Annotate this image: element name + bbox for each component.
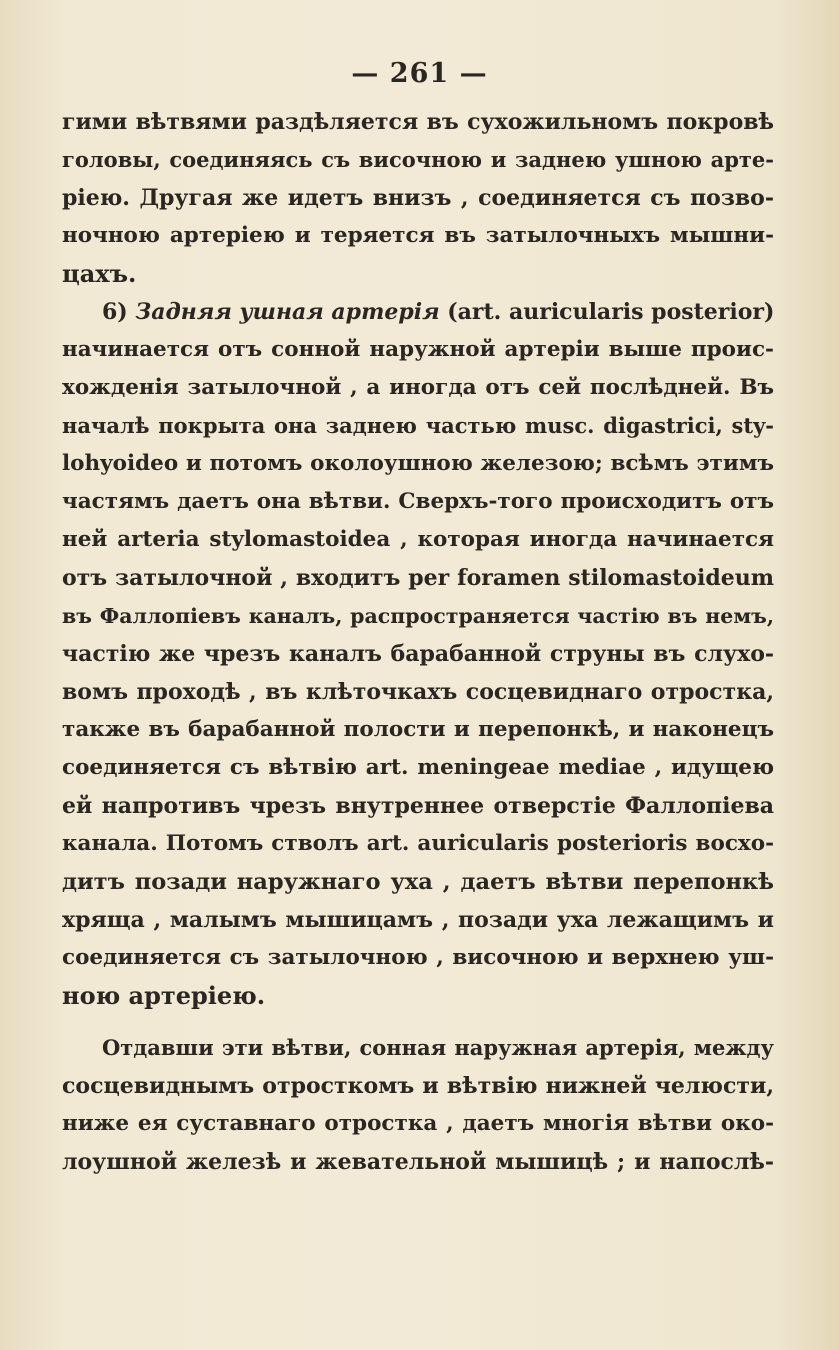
text-line: ною артеріею. bbox=[62, 981, 266, 1010]
text-line: lohyoideo и потомъ околоушною железою; всѣмъ этимъ bbox=[62, 451, 774, 476]
text-line: вомъ проходѣ , въ клѣточкахъ сосцевиднаго отростка, bbox=[62, 679, 774, 705]
text-line: началѣ покрыта она заднею частью musc. digastrici, sty- bbox=[62, 413, 774, 438]
text-line: частямъ даетъ она вѣтви. Сверхъ-того происходитъ отъ bbox=[62, 489, 774, 514]
text-line: ночною артеріею и теряется въ затылочныхъ мышни- bbox=[62, 223, 774, 248]
text-line: цахъ. bbox=[62, 259, 137, 288]
text-line: канала. Потомъ стволъ art. auricularis posterioris восхо- bbox=[62, 831, 774, 856]
text-line: гими вѣтвями раздѣляется въ сухожильномъ покровѣ bbox=[62, 109, 774, 135]
section-number: 6) bbox=[102, 299, 136, 325]
text-line: ниже ея суставнаго отростка , даетъ многія вѣтви око- bbox=[62, 1111, 774, 1136]
text-line: начинается отъ сонной наружной артеріи выше проис- bbox=[62, 337, 774, 362]
section-title: Задняя ушная артерія bbox=[135, 299, 440, 325]
text-line: Отдавши эти вѣтви, сонная наружная артерія, между bbox=[102, 1035, 774, 1060]
latin-name: (art. auricularis posterior) bbox=[439, 299, 775, 325]
text-line: въ Фаллопіевъ каналъ, распространяется частію въ немъ, bbox=[62, 604, 774, 628]
text-line: также въ барабанной полости и перепонкѣ, и наконецъ bbox=[62, 717, 774, 742]
text-line: хожденія затылочной , а иногда отъ сей послѣдней. Въ bbox=[62, 375, 774, 400]
body-text bbox=[62, 103, 774, 1181]
text-line: лоушной железѣ и жевательной мышицѣ ; и напослѣ- bbox=[62, 1149, 774, 1175]
text-line: ней arteria stylomastoidea , которая иногда начинается bbox=[62, 527, 774, 552]
text-line: соединяется съ вѣтвію art. meningeae mediae , идущею bbox=[62, 755, 774, 780]
section-heading-line bbox=[62, 293, 774, 331]
text-line: частію же чрезъ каналъ барабанной струны въ слухо- bbox=[62, 641, 774, 667]
text-line: головы, соединяясь съ височною и заднею ушною арте- bbox=[62, 147, 774, 172]
text-line: ей напротивъ чрезъ внутреннее отверстіе Фаллопіева bbox=[62, 793, 774, 819]
text-line: дитъ позади наружнаго уха , даетъ вѣтви перепонкѣ bbox=[62, 869, 774, 895]
text-line: ріею. Другая же идетъ внизъ , соединяется съ позво- bbox=[62, 185, 774, 211]
text-line: сосцевиднымъ отросткомъ и вѣтвію нижней челюсти, bbox=[62, 1073, 774, 1099]
text-line: соединяется съ затылочною , височною и верхнею уш- bbox=[62, 945, 774, 970]
page-number: — 261 — bbox=[351, 58, 488, 89]
text-line: хряща , малымъ мышицамъ , позади уха лежащимъ и bbox=[62, 907, 774, 933]
text-line: отъ затылочной , входитъ per foramen stilomastoideum bbox=[62, 565, 774, 591]
